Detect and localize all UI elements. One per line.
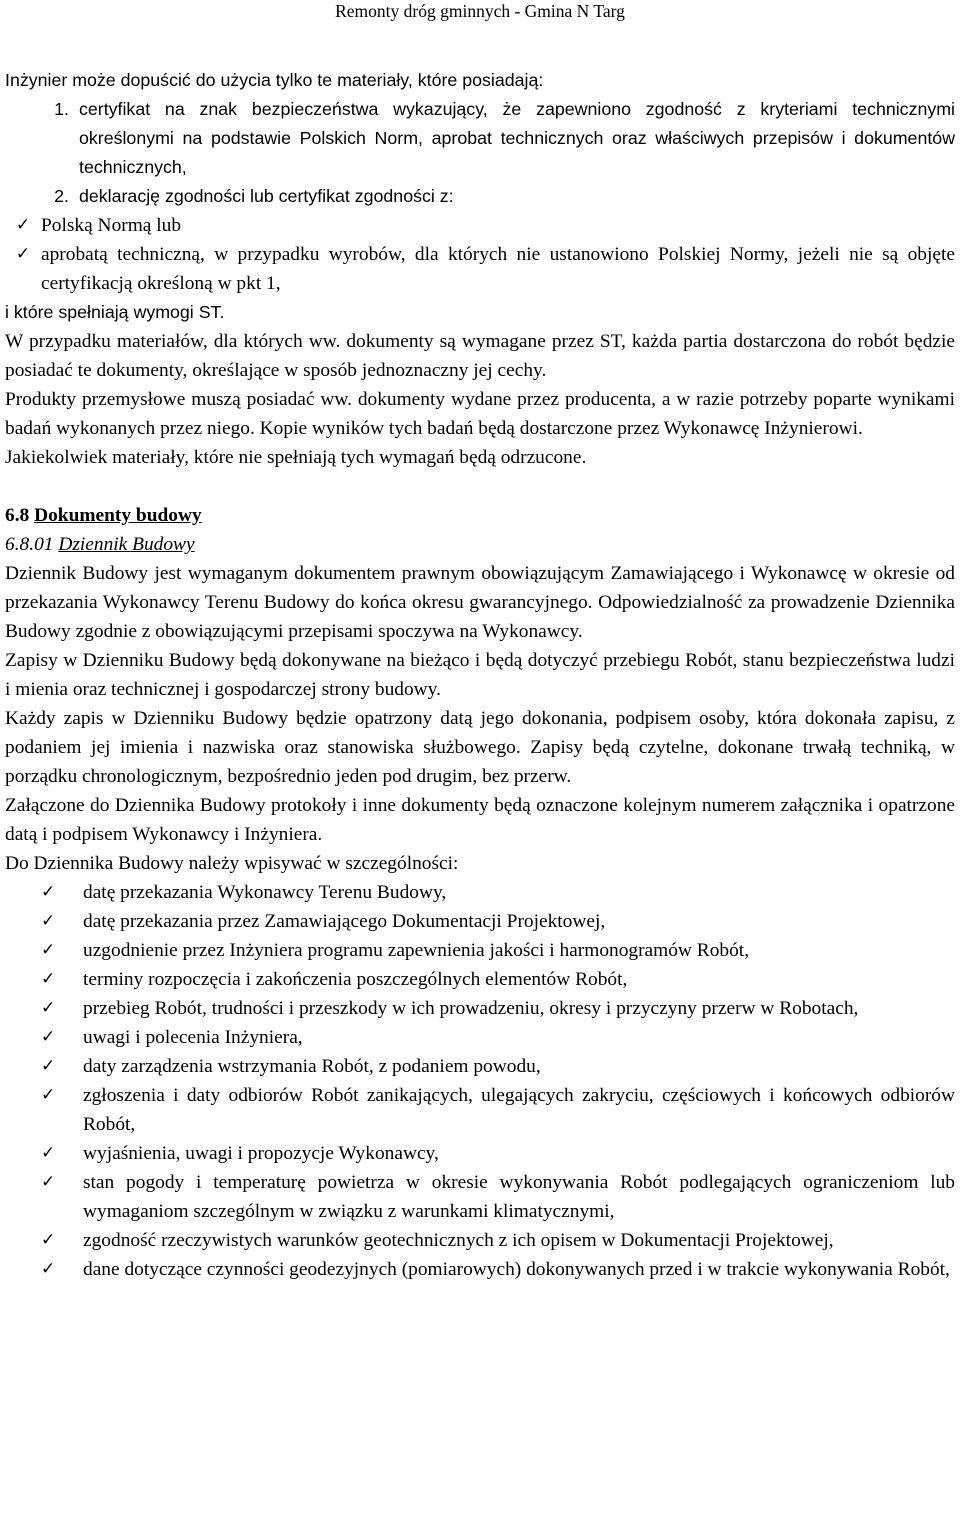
check-icon: ✓ xyxy=(41,911,56,931)
sublist-text xyxy=(41,240,955,298)
paragraph: Każdy zapis w Dzienniku Budowy będzie opatrzony datą jego dokonania, podpisem osoby, która dokonała zapisu, z podaniem jej imienia i nazwiska oraz stanowiska służbowego. Zapisy będą czytelne, dokonane trwałą techniką, w porządku chronologicznym, bezpośrednio jeden pod drugim, bez przerw. xyxy=(5,708,955,787)
item-number: 2. xyxy=(54,186,69,206)
paragraph: Do Dziennika Budowy należy wpisywać w szczególności: xyxy=(5,853,459,874)
checklist-item xyxy=(5,965,955,994)
subsection-number: 6.8.01 xyxy=(5,534,54,555)
check-icon: ✓ xyxy=(15,215,31,235)
checklist-item xyxy=(5,994,955,1023)
section-number: 6.8 xyxy=(5,505,30,526)
checklist-text: terminy rozpoczęcia i zakończenia poszczególnych elementów Robót, xyxy=(83,969,628,990)
paragraph: Dziennik Budowy jest wymaganym dokumentem prawnym obowiązującym Zamawiającego i Wykonawcę w okresie od przekazania Wykonawcy Terenu Budowy do końca okresu gwarancyjnego. Odpowiedzialność za prowadzenie Dziennika Budowy zgodnie z obowiązującymi przepisami spoczywa na Wykonawcy. xyxy=(5,563,955,642)
check-icon: ✓ xyxy=(41,1056,56,1076)
sublist-item-2 xyxy=(5,240,955,298)
page-header: Remonty dróg gminnych - Gmina N Targ xyxy=(335,1,625,21)
checklist-item xyxy=(5,1255,955,1284)
checklist-text: daty zarządzenia wstrzymania Robót, z podaniem powodu, xyxy=(83,1056,541,1077)
checklist-item xyxy=(5,878,955,907)
subsection-heading xyxy=(5,530,955,559)
checklist-item xyxy=(5,1226,955,1255)
check-icon: ✓ xyxy=(41,1172,56,1192)
check-icon: ✓ xyxy=(41,969,56,989)
checklist-item xyxy=(5,1139,955,1168)
sublist-text: Polską Normą lub xyxy=(41,215,182,236)
checklist-text: stan pogody i temperaturę powietrza w okresie wykonywania Robót podlegających ograniczeniom lub wymaganiom szczególnym w związku z warunkami klimatycznymi, xyxy=(83,1172,955,1222)
check-icon: ✓ xyxy=(41,940,56,960)
checklist-text: datę przekazania przez Zamawiającego Dokumentacji Projektowej, xyxy=(83,911,606,932)
checklist-text: uwagi i polecenia Inżyniera, xyxy=(83,1027,303,1048)
check-icon: ✓ xyxy=(15,244,31,264)
item-text: deklarację zgodności lub certyfikat zgodności z: xyxy=(79,186,454,206)
item-text: certyfikat na znak bezpieczeństwa wykazujący, że zapewniono zgodność z kryteriami technicznymi określonymi na podstawie Polskich Norm, aprobat technicznych oraz właściwych przepisów i dokumentów technicznych, xyxy=(79,99,955,177)
checklist-item xyxy=(5,1081,955,1139)
checklist-text: przebieg Robót, trudności i przeszkody w ich prowadzeniu, okresy i przyczyny przerw w Robotach, xyxy=(83,998,859,1019)
section-heading xyxy=(5,501,955,530)
check-icon: ✓ xyxy=(41,1230,56,1250)
paragraph: Załączone do Dziennika Budowy protokoły i inne dokumenty będą oznaczone kolejnym numerem załącznika i opatrzone datą i podpisem Wykonawcy i Inżyniera. xyxy=(5,795,955,845)
checklist xyxy=(5,878,955,1284)
checklist-item xyxy=(5,1052,955,1081)
sublist-item-1 xyxy=(5,211,955,240)
check-icon: ✓ xyxy=(41,998,56,1018)
sublist-tail: i które spełniają wymogi ST. xyxy=(5,302,225,322)
checklist-item xyxy=(5,936,955,965)
check-icon: ✓ xyxy=(41,1027,56,1047)
checklist-text: zgodność rzeczywistych warunków geotechnicznych z ich opisem w Dokumentacji Projektowej, xyxy=(83,1230,834,1251)
check-icon: ✓ xyxy=(41,882,56,902)
sublist-text-content: aprobatą techniczną, w przypadku wyrobów, dla których nie ustanowiono Polskiej Normy, jeżeli nie są objęte certyfikacją określoną w pkt 1, xyxy=(41,244,955,294)
checklist-item xyxy=(5,1168,955,1226)
numbered-item-2 xyxy=(5,182,955,211)
intro-text: Inżynier może dopuścić do użycia tylko te materiały, które posiadają: xyxy=(5,70,544,90)
paragraph: Zapisy w Dzienniku Budowy będą dokonywane na bieżąco i będą dotyczyć przebiegu Robót, stanu bezpieczeństwa ludzi i mienia oraz technicznej i gospodarczej strony budowy. xyxy=(5,650,955,700)
check-icon: ✓ xyxy=(41,1085,56,1105)
checklist-text: zgłoszenia i daty odbiorów Robót zanikających, ulegających zakryciu, częściowych i końcowych odbiorów Robót, xyxy=(83,1085,955,1135)
checklist-item xyxy=(5,1023,955,1052)
checklist-text: wyjaśnienia, uwagi i propozycje Wykonawcy, xyxy=(83,1143,439,1164)
paragraph: Produkty przemysłowe muszą posiadać ww. dokumenty wydane przez producenta, a w razie potrzeby poparte wynikami badań wykonanych przez niego. Kopie wyników tych badań będą dostarczone przez Wykonawcę Inżynierowi. xyxy=(5,389,955,439)
paragraph: Jakiekolwiek materiały, które nie spełniają tych wymagań będą odrzucone. xyxy=(5,447,587,468)
checklist-text: uzgodnienie przez Inżyniera programu zapewnienia jakości i harmonogramów Robót, xyxy=(83,940,750,961)
subsection-title: Dziennik Budowy xyxy=(58,534,195,555)
check-icon: ✓ xyxy=(41,1143,56,1163)
checklist-item xyxy=(5,907,955,936)
checklist-text: dane dotyczące czynności geodezyjnych (pomiarowych) dokonywanych przed i w trakcie wykonywania Robót, xyxy=(83,1259,950,1280)
section-title: Dokumenty budowy xyxy=(34,505,202,526)
checklist-text: datę przekazania Wykonawcy Terenu Budowy, xyxy=(83,882,447,903)
paragraph: W przypadku materiałów, dla których ww. dokumenty są wymagane przez ST, każda partia dostarczona do robót będzie posiadać te dokumenty, określające w sposób jednoznaczny jej cechy. xyxy=(5,331,955,381)
check-icon: ✓ xyxy=(41,1259,56,1279)
numbered-item-1 xyxy=(5,95,955,182)
item-number: 1. xyxy=(54,99,69,119)
